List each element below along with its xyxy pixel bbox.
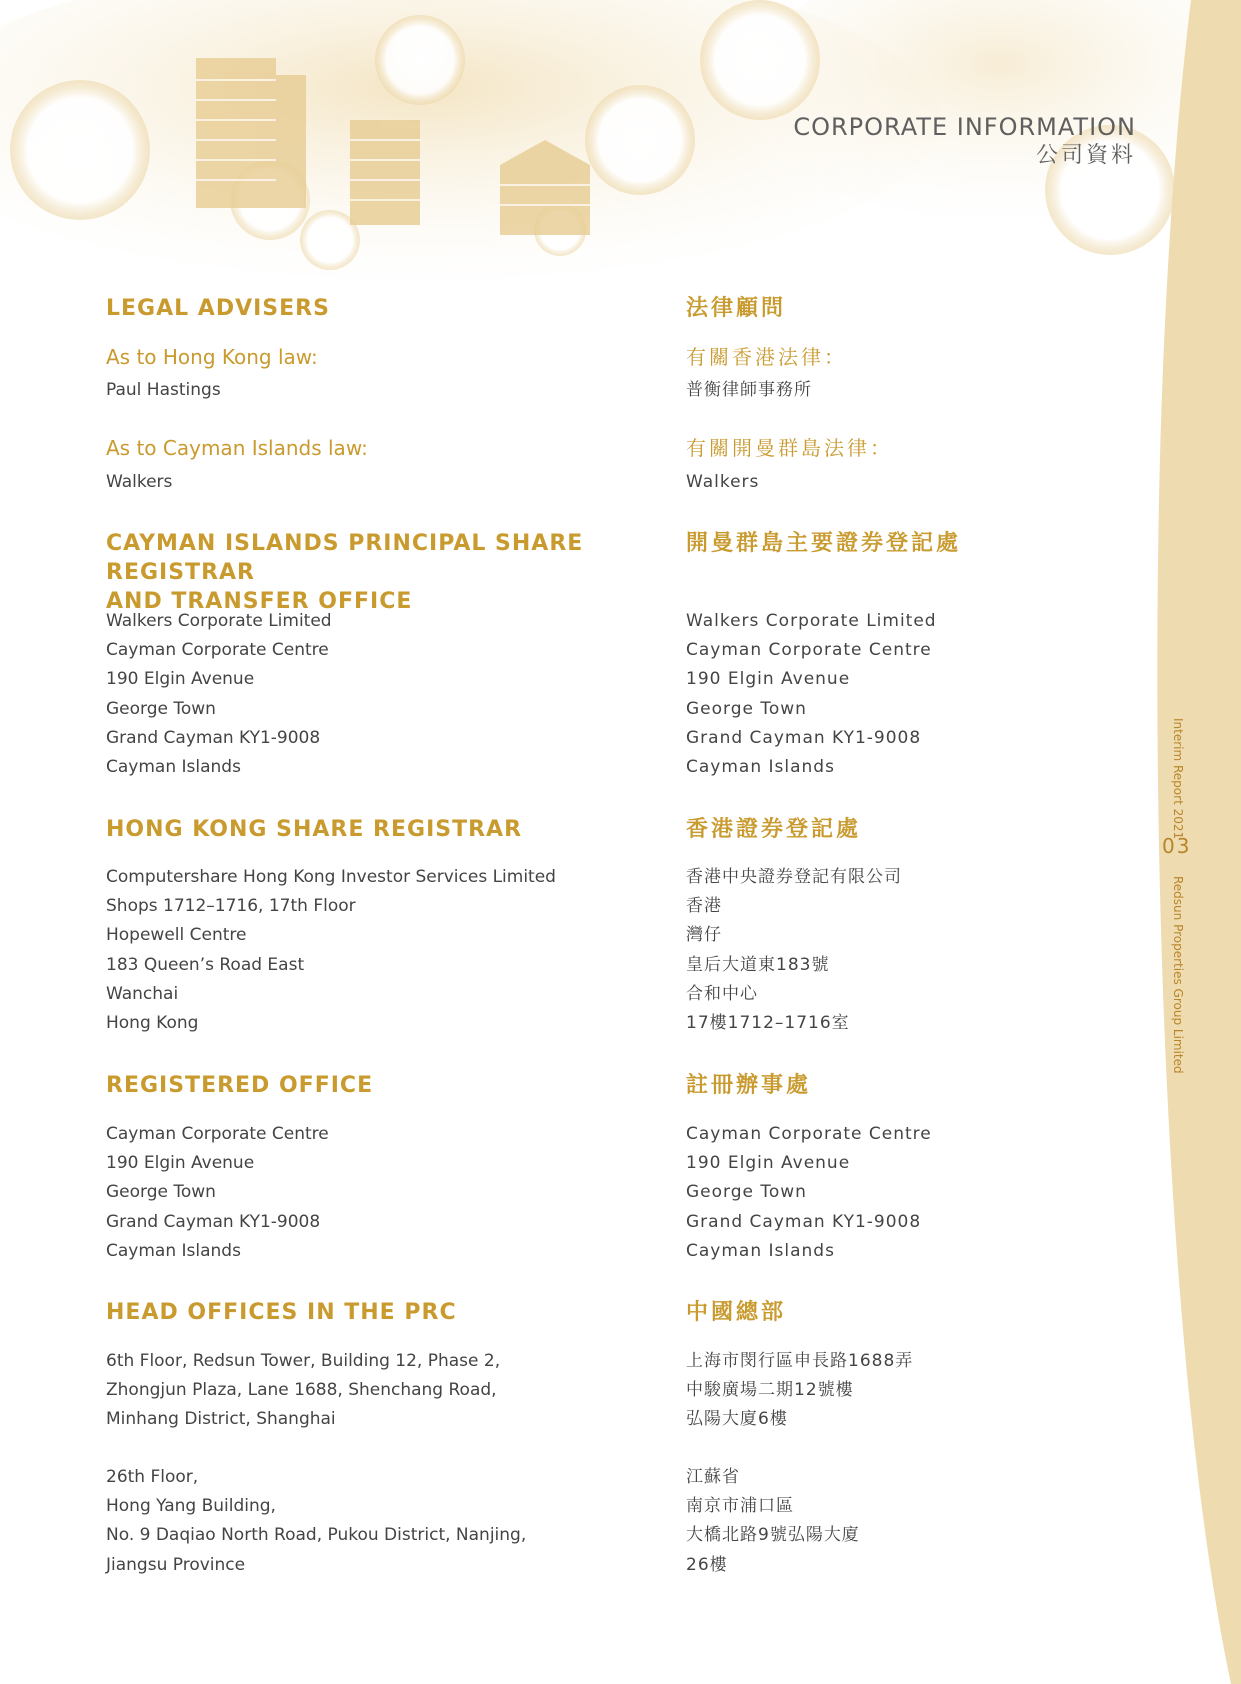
cayman-law-value [106, 468, 172, 497]
list-item: Zhongjun Plaza, Lane 1688, Shenchang Road, [106, 1380, 497, 1401]
list-item: 弘陽大廈6樓 [686, 1409, 788, 1430]
list-item: No. 9 Daqiao North Road, Pukou District, Nanjing, [106, 1525, 527, 1546]
list-item: 香港 [686, 896, 722, 917]
list-item: Cayman Corporate Centre [106, 1124, 329, 1144]
section-heading-cayman-registrar [106, 529, 626, 616]
hk-registrar-address [106, 863, 556, 1038]
list-item: Jiangsu Province [106, 1554, 246, 1575]
list-item: Cayman Islands [106, 1240, 241, 1261]
cayman-registrar-address-zh [686, 607, 937, 782]
list-item: 中駿廣場二期12號樓 [686, 1380, 854, 1401]
section-heading-head-offices: HEAD OFFICES IN THE PRC [106, 1300, 457, 1325]
list-item: Shops 1712–1716, 17th Floor [106, 896, 356, 917]
heading-line: AND TRANSFER OFFICE [106, 589, 413, 614]
side-company-label: Redsun Properties Group Limited [1171, 876, 1185, 1074]
section-heading-hk-registrar: HONG KONG SHARE REGISTRAR [106, 817, 523, 842]
list-item: Grand Cayman KY1-9008 [106, 727, 321, 748]
list-item: Hong Yang Building, [106, 1496, 276, 1517]
page-number: 03 [1162, 834, 1192, 858]
side-report-label: Interim Report 2021 [1171, 718, 1185, 840]
registered-office-address [106, 1120, 329, 1266]
heading-line: CAYMAN ISLANDS PRINCIPAL SHARE REGISTRAR [106, 531, 584, 585]
list-item: 190 Elgin Avenue [106, 1153, 255, 1174]
list-item: Walkers [106, 472, 173, 492]
cayman-registrar-address [106, 607, 332, 782]
page-title-chinese: 公司資料 [1035, 143, 1136, 168]
list-item: 皇后大道東183號 [686, 954, 830, 975]
section-heading-legal-advisers-zh: 法律顧問 [686, 296, 787, 321]
list-item: 上海市閔行區申長路1688弄 [686, 1351, 914, 1371]
list-item: 普衡律師事務所 [686, 380, 812, 400]
list-item: Paul Hastings [106, 380, 221, 400]
list-item: Cayman Corporate Centre [686, 640, 932, 661]
list-item: 190 Elgin Avenue [686, 669, 851, 690]
list-item: Cayman Corporate Centre [106, 640, 329, 661]
cayman-law-label-zh: 有關開曼群島法律： [686, 436, 893, 460]
list-item: Hopewell Centre [106, 925, 247, 946]
list-item: 大橋北路9號弘陽大廈 [686, 1525, 860, 1546]
hk-law-label: As to Hong Kong law: [106, 345, 318, 369]
list-item: Cayman Islands [686, 756, 835, 777]
list-item: George Town [106, 698, 216, 719]
cayman-law-value-zh [686, 468, 759, 497]
list-item: George Town [686, 698, 807, 719]
list-item: Cayman Islands [686, 1240, 835, 1261]
shanghai-office-address-zh [686, 1347, 913, 1435]
nanjing-office-address [106, 1463, 526, 1580]
list-item: 183 Queen’s Road East [106, 954, 305, 975]
nanjing-office-address-zh [686, 1463, 860, 1580]
list-item: Cayman Corporate Centre [686, 1124, 932, 1144]
list-item: 17樓1712–1716室 [686, 1012, 850, 1033]
list-item: Minhang District, Shanghai [106, 1409, 336, 1430]
list-item: 6th Floor, Redsun Tower, Building 12, Phase 2, [106, 1351, 501, 1371]
list-item: 190 Elgin Avenue [686, 1153, 851, 1174]
section-heading-head-offices-zh: 中國總部 [686, 1300, 787, 1325]
list-item: 26樓 [686, 1554, 728, 1575]
list-item: 灣仔 [686, 925, 722, 946]
list-item: Computershare Hong Kong Investor Services Limited [106, 867, 556, 887]
list-item: 190 Elgin Avenue [106, 669, 255, 690]
list-item: George Town [686, 1182, 807, 1203]
list-item: Walkers Corporate Limited [686, 611, 937, 631]
page-title: CORPORATE INFORMATION [793, 113, 1136, 141]
list-item: Hong Kong [106, 1012, 199, 1033]
section-heading-registered-office: REGISTERED OFFICE [106, 1073, 374, 1098]
section-heading-cayman-registrar-zh: 開曼群島主要證券登記處 [686, 531, 962, 556]
list-item: Grand Cayman KY1-9008 [106, 1211, 321, 1232]
shanghai-office-address [106, 1347, 500, 1435]
registered-office-address-zh [686, 1120, 932, 1266]
cayman-law-label: As to Cayman Islands law: [106, 436, 368, 460]
list-item: Wanchai [106, 983, 179, 1004]
hk-law-value [106, 376, 221, 405]
list-item: 合和中心 [686, 983, 758, 1004]
list-item: Grand Cayman KY1-9008 [686, 1211, 922, 1232]
section-heading-registered-office-zh: 註冊辦事處 [686, 1073, 812, 1098]
list-item: Cayman Islands [106, 756, 241, 777]
hk-registrar-address-zh [686, 863, 902, 1038]
section-heading-hk-registrar-zh: 香港證券登記處 [686, 817, 862, 842]
list-item: George Town [106, 1182, 216, 1203]
list-item: 香港中央證券登記有限公司 [686, 867, 902, 887]
list-item: Walkers Corporate Limited [106, 611, 332, 631]
page-header [793, 112, 1136, 170]
list-item: 江蘇省 [686, 1467, 740, 1487]
list-item: 26th Floor, [106, 1467, 199, 1487]
section-heading-legal-advisers: LEGAL ADVISERS [106, 296, 330, 321]
hk-law-label-zh: 有關香港法律： [686, 345, 847, 369]
list-item: 南京市浦口區 [686, 1496, 794, 1517]
list-item: Grand Cayman KY1-9008 [686, 727, 922, 748]
list-item: Walkers [686, 472, 760, 492]
hk-law-value-zh [686, 376, 812, 405]
